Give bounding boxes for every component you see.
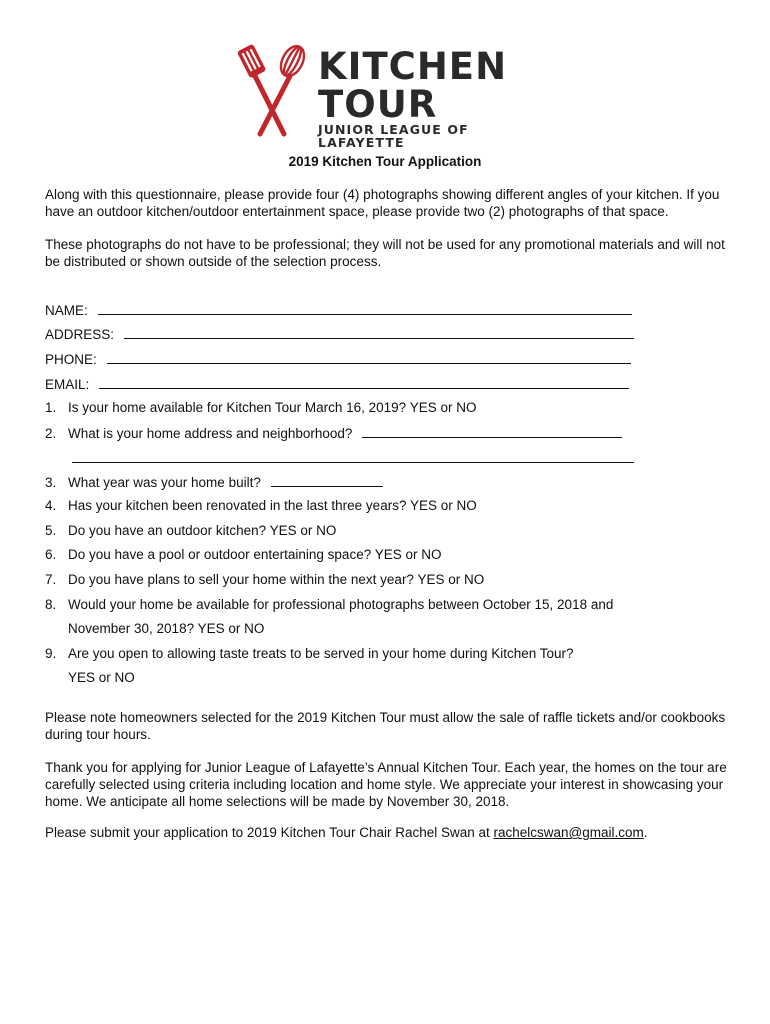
question-text: Are you open to allowing taste treats to be served in your home during Kitchen Tour? [68,646,574,661]
name-label: NAME: [45,303,88,318]
year-built-input-line[interactable] [271,473,383,487]
submit-text: Please submit your application to 2019 Kitchen Tour Chair Rachel Swan at [45,825,494,840]
submit-end: . [643,825,648,840]
question-text: What year was your home built? [68,475,261,490]
question-1 [45,399,476,416]
address-label: ADDRESS: [45,327,115,342]
spatula-and-whisk-icon [238,44,308,140]
address-field[interactable] [45,325,634,343]
question-7 [45,571,484,588]
phone-label: PHONE: [45,352,97,367]
neighborhood-input-line-2[interactable] [72,462,634,463]
question-8 [45,596,613,613]
email-label: EMAIL: [45,377,90,392]
question-text: Has your kitchen been renovated in the last three years? YES or NO [68,498,477,513]
question-text: Do you have plans to sell your home within the next year? YES or NO [68,572,485,587]
question-text: Do you have an outdoor kitchen? YES or NO [68,523,337,538]
photo-note-paragraph: These photographs do not have to be professional; they will not be used for any promotional materials and will not be distributed or shown outside of the selection process. [45,237,725,269]
question-number: 8. [45,597,57,612]
question-text: Is your home available for Kitchen Tour March 16, 2019? YES or NO [68,400,477,415]
chair-email-link[interactable]: rachelcswan@gmail.com [493,825,644,840]
kitchen-tour-logo [238,44,538,150]
logo-line-kitchen: KITCHEN [318,45,508,88]
logo-line-junior-league: JUNIOR LEAGUE OF LAFAYETTE [318,122,469,150]
question-number: 9. [45,646,57,661]
email-field[interactable] [45,375,629,393]
logo-line-tour: TOUR [318,83,438,126]
submit-paragraph [45,824,735,841]
question-4 [45,497,477,514]
question-3 [45,473,383,491]
thank-you-paragraph: Thank you for applying for Junior League of Lafayette’s Annual Kitchen Tour. Each year, the homes on the tour are carefully selected using criteria including location and home style. We appreciate your interest in showcasing your home. We anticipate all home selections will be made by November 30, 2018. [45,760,727,809]
question-text: Do you have a pool or outdoor entertaining space? YES or NO [68,547,442,562]
question-number: 3. [45,475,57,490]
phone-input-line[interactable] [107,350,631,364]
raffle-note-paragraph: Please note homeowners selected for the 2019 Kitchen Tour must allow the sale of raffle tickets and/or cookbooks during tour hours. [45,710,726,742]
question-2 [45,424,622,442]
page-title: 2019 Kitchen Tour Application [288,154,482,169]
question-number: 2. [45,426,57,441]
question-8-continued: November 30, 2018? YES or NO [68,621,265,636]
question-number: 6. [45,547,57,562]
question-number: 1. [45,400,57,415]
address-input-line[interactable] [124,325,634,339]
question-number: 4. [45,498,57,513]
question-5 [45,522,336,539]
phone-field[interactable] [45,350,631,368]
question-text: Would your home be available for professional photographs between October 15, 2018 and [68,597,614,612]
neighborhood-input-line[interactable] [362,424,622,438]
email-input-line[interactable] [99,375,629,389]
question-number: 5. [45,523,57,538]
question-number: 7. [45,572,57,587]
name-field[interactable] [45,301,632,319]
intro-paragraph: Along with this questionnaire, please provide four (4) photographs showing different angles of your kitchen. If you have an outdoor kitchen/outdoor entertainment space, please provide two (2) photographs of that space. [45,187,720,219]
question-9-continued: YES or NO [68,670,135,685]
name-input-line[interactable] [98,301,632,315]
question-9 [45,645,574,662]
question-text: What is your home address and neighborhood? [68,426,353,441]
question-6 [45,546,442,563]
